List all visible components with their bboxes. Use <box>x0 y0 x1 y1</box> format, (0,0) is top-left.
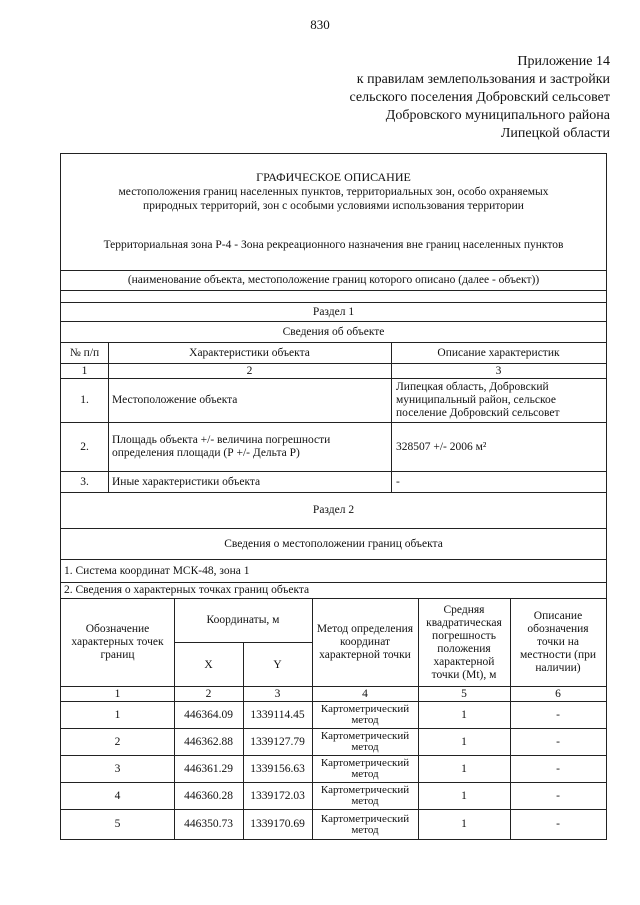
section2-subtitle-row <box>61 529 606 560</box>
form-subtitle-line: природных территорий, зон с особыми условиями использования территории <box>143 200 524 212</box>
point-id: 4 <box>114 789 121 802</box>
coord-system: 1. Система координат МСК-48, зона 1 <box>64 564 250 577</box>
row-description: Липецкая область, Добровский муниципальный район, сельское поселение Добровский сельсовет <box>396 381 560 419</box>
table-row <box>61 379 606 423</box>
point-x: 446362.88 <box>184 735 233 748</box>
point-description: - <box>556 708 560 721</box>
section2-title: Раздел 2 <box>312 504 355 516</box>
point-description: - <box>556 735 560 748</box>
row-characteristic: Иные характеристики объекта <box>112 475 261 488</box>
col-header-description: Описание характеристик <box>437 346 560 359</box>
point-x: 446360.28 <box>184 789 233 802</box>
section2-title-row <box>61 493 606 529</box>
appendix-line: Добровского муниципального района <box>385 108 610 123</box>
point-id: 2 <box>114 735 121 748</box>
section1-subtitle: Сведения об объекте <box>282 325 385 338</box>
col-header-y: Y <box>273 658 282 671</box>
appendix-line: сельского поселения Добровский сельсовет <box>349 90 610 105</box>
point-x: 446350.73 <box>184 818 233 830</box>
row-characteristic: Местоположение объекта <box>112 394 238 406</box>
col-number: 1 <box>114 687 121 700</box>
col-number: 6 <box>555 687 561 700</box>
point-id: 1 <box>114 708 121 721</box>
points-colnum-row <box>61 687 606 702</box>
table-row <box>61 729 606 756</box>
point-id: 3 <box>114 762 121 775</box>
section1-header-row <box>61 343 606 364</box>
form-title: ГРАФИЧЕСКОЕ ОПИСАНИЕ <box>256 170 411 184</box>
point-id: 5 <box>114 818 121 830</box>
table-row <box>61 472 606 493</box>
appendix-line: Приложение 14 <box>517 54 610 69</box>
point-y: 1339114.45 <box>250 708 305 721</box>
table-row <box>61 756 606 783</box>
point-y: 1339172.03 <box>250 789 305 802</box>
point-description: - <box>556 818 560 830</box>
appendix-line: Липецкой области <box>500 126 610 141</box>
section1-subtitle-row <box>61 322 606 343</box>
points-title-row <box>61 583 606 599</box>
points-header <box>61 599 606 687</box>
point-description: - <box>556 762 560 775</box>
col-header-coords: Координаты, м <box>174 599 312 643</box>
col-number: 3 <box>495 364 502 377</box>
point-y: 1339156.63 <box>250 762 305 775</box>
col-header-error: Средняя квадратическая погрешность положения характерной точки (Mt), м <box>426 603 502 681</box>
appendix-line: к правилам землепользования и застройки <box>356 72 610 87</box>
col-header-x: X <box>204 658 213 671</box>
table-row <box>61 810 606 839</box>
point-x: 446361.29 <box>184 762 233 775</box>
points-title: 2. Сведения о характерных точках границ объекта <box>64 584 310 596</box>
row-characteristic: Площадь объекта +/- величина погрешности определения площади (Р +/- Дельта Р) <box>112 434 331 459</box>
table-row <box>61 702 606 729</box>
point-method: Картометрический метод <box>320 757 410 780</box>
coord-system-row <box>61 560 606 583</box>
point-error: 1 <box>461 762 467 775</box>
point-error: 1 <box>461 735 467 748</box>
row-description: 328507 +/- 2006 м² <box>396 440 487 453</box>
graphic-description-form <box>60 153 607 840</box>
col-header-num: № п/п <box>69 346 100 359</box>
col-header-point: Обозначение характерных точек границ <box>71 623 164 661</box>
point-error: 1 <box>461 789 467 802</box>
section1-colnum-row <box>61 364 606 379</box>
form-header <box>61 154 606 271</box>
col-number: 5 <box>461 687 467 700</box>
point-x: 446364.09 <box>184 708 233 721</box>
object-caption-row <box>61 270 606 291</box>
form-subtitle <box>61 185 606 213</box>
col-header-description: Описание обозначения точки на местности (при наличии) <box>519 610 597 674</box>
point-error: 1 <box>461 708 467 721</box>
point-method: Картометрический метод <box>320 703 410 726</box>
row-number: 2. <box>80 440 89 453</box>
col-number: 1 <box>81 364 88 377</box>
col-header-characteristic: Характеристики объекта <box>189 346 310 359</box>
point-method: Картометрический метод <box>320 784 410 807</box>
point-method: Картометрический метод <box>320 812 410 836</box>
table-row <box>61 783 606 810</box>
col-header-method: Метод определения координат характерной точки <box>316 623 414 661</box>
point-error: 1 <box>461 818 467 830</box>
row-description: - <box>396 475 400 488</box>
zone-name: Территориальная зона Р-4 - Зона рекреационного назначения вне границ населенных пунктов <box>103 239 564 251</box>
object-caption: (наименование объекта, местоположение границ которого описано (далее - объект)) <box>127 273 540 286</box>
point-y: 1339127.79 <box>250 735 305 748</box>
row-number: 3. <box>80 475 89 488</box>
section1-title: Раздел 1 <box>312 305 355 318</box>
form-subtitle-line: местоположения границ населенных пунктов, территориальных зон, особо охраняемых <box>118 186 549 198</box>
col-number: 2 <box>246 364 253 377</box>
col-number: 3 <box>274 687 281 700</box>
appendix-block <box>350 53 610 143</box>
col-number: 2 <box>205 687 212 700</box>
point-y: 1339170.69 <box>250 818 305 830</box>
page-number: 830 <box>310 17 330 32</box>
point-method: Картометрический метод <box>320 730 410 753</box>
col-number: 4 <box>362 687 368 700</box>
row-number: 1. <box>80 394 89 406</box>
section2-subtitle: Сведения о местоположении границ объекта <box>224 537 443 550</box>
table-row <box>61 423 606 472</box>
point-description: - <box>556 789 560 802</box>
section1-title-row <box>61 302 606 322</box>
